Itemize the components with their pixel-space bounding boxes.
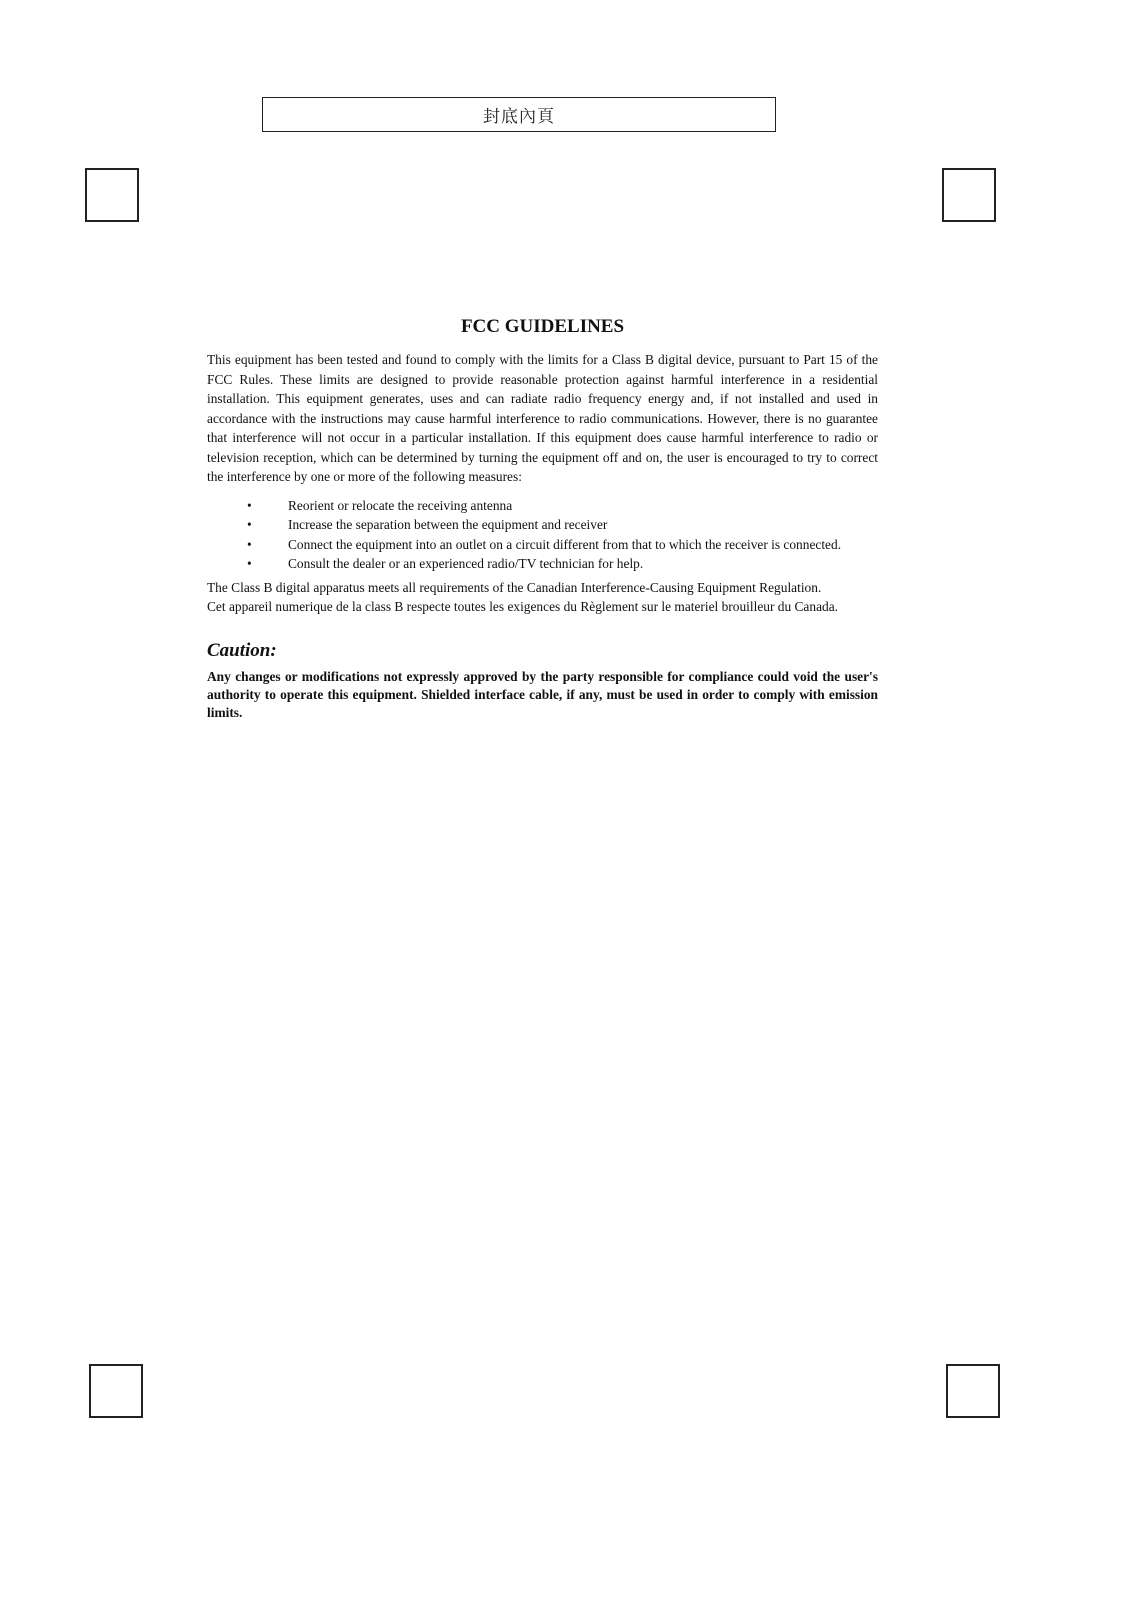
caution-text: Any changes or modifications not expressly approved by the party responsible for compliance could void the user's authority to operate this equipment. Shielded interface cable, if any, must be used in order to comply with emission limits. xyxy=(207,668,878,720)
list-item xyxy=(207,496,878,516)
list-item xyxy=(207,535,878,555)
french-statement: Cet appareil numerique de la class B respecte toutes les exigences du Règlement sur le materiel brouilleur du Canada. xyxy=(207,599,839,614)
registration-mark-top-left xyxy=(85,168,139,222)
caution-heading: Caution: xyxy=(207,639,277,661)
fcc-guidelines-section xyxy=(207,316,878,722)
intro-paragraph: This equipment has been tested and found to comply with the limits for a Class B digital device, pursuant to Part 15 of the FCC Rules. These limits are designed to provide reasonable protection against harmful interference in a residential installation. This equipment generates, uses and can radiate radio frequency energy and, if not installed and used in accordance with the instructions may cause harmful interference to radio communications. However, there is no guarantee that interference will not occur in a particular installation. If this equipment does cause harmful interference to radio or television reception, which can be determined by turning the equipment off and on, the user is encouraged to try to correct the interference by one or more of the following measures: xyxy=(207,352,878,484)
header-box xyxy=(262,97,776,132)
list-item xyxy=(207,554,878,574)
bullet-icon: • xyxy=(247,556,252,571)
registration-mark-bottom-right xyxy=(946,1364,1000,1418)
page-title: FCC GUIDELINES xyxy=(460,316,625,337)
measures-list xyxy=(207,496,878,574)
header-label: 封底內頁 xyxy=(483,107,555,127)
measure-text: Reorient or relocate the receiving antenna xyxy=(288,497,513,513)
measure-text: Consult the dealer or an experienced radio/TV technician for help. xyxy=(288,556,644,571)
bullet-icon: • xyxy=(247,497,252,513)
canada-statement: The Class B digital apparatus meets all requirements of the Canadian Interference-Causing Equipment Regulation. xyxy=(207,579,822,595)
measure-text: Connect the equipment into an outlet on a circuit different from that to which the receiver is connected. xyxy=(288,536,842,552)
bullet-icon: • xyxy=(247,517,252,532)
list-item xyxy=(207,515,878,535)
registration-mark-bottom-left xyxy=(89,1364,143,1418)
bullet-icon: • xyxy=(247,536,252,552)
registration-mark-top-right xyxy=(942,168,996,222)
measure-text: Increase the separation between the equipment and receiver xyxy=(288,517,608,532)
